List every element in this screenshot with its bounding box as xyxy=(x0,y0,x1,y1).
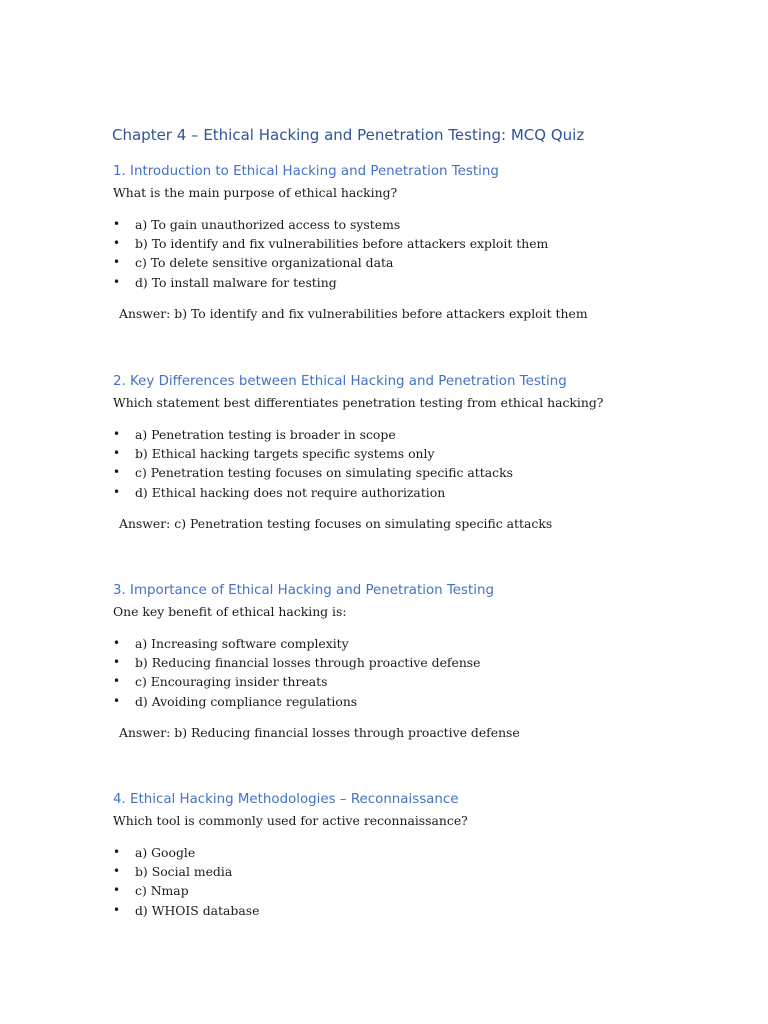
option-text: b) Reducing financial losses through proactive defense xyxy=(135,655,481,671)
option-text: a) Penetration testing is broader in scope xyxy=(135,427,396,442)
bullet-icon: • xyxy=(113,255,121,270)
bullet-icon: • xyxy=(113,845,121,859)
option-text: a) Increasing software complexity xyxy=(135,636,349,651)
option-text: c) Nmap xyxy=(135,883,189,899)
answer-text: Answer: b) To identify and fix vulnerabilities before attackers exploit them xyxy=(119,305,588,321)
question-text: What is the main purpose of ethical hacking? xyxy=(113,185,398,200)
bullet-icon: • xyxy=(113,674,121,689)
question-text: One key benefit of ethical hacking is: xyxy=(113,604,347,619)
bullet-icon: • xyxy=(113,427,121,441)
list-item xyxy=(113,672,733,691)
bullet-icon: • xyxy=(113,465,121,480)
list-item xyxy=(113,881,733,900)
list-item xyxy=(113,463,733,482)
option-text: d) Ethical hacking does not require authorization xyxy=(135,484,446,500)
list-item xyxy=(113,234,733,253)
option-text: c) Penetration testing focuses on simulating specific attacks xyxy=(135,465,513,481)
answer-text: Answer: c) Penetration testing focuses on simulating specific attacks xyxy=(119,515,553,531)
options-list xyxy=(113,843,733,920)
options-list xyxy=(113,425,733,502)
bullet-icon: • xyxy=(113,655,121,670)
list-item xyxy=(113,215,733,234)
list-item xyxy=(113,483,733,502)
bullet-icon: • xyxy=(113,236,121,251)
question-text: Which tool is commonly used for active reconnaissance? xyxy=(113,813,468,828)
list-item xyxy=(113,425,733,444)
bullet-icon: • xyxy=(113,446,121,461)
option-text: d) To install malware for testing xyxy=(135,274,337,290)
list-item xyxy=(113,862,733,881)
options-list xyxy=(113,215,733,292)
section-heading: 3. Importance of Ethical Hacking and Penetration Testing xyxy=(113,583,494,598)
list-item xyxy=(113,444,733,463)
bullet-icon: • xyxy=(113,693,121,708)
list-item xyxy=(113,843,733,862)
list-item xyxy=(113,692,733,711)
section-heading: 4. Ethical Hacking Methodologies – Reconnaissance xyxy=(113,792,459,807)
option-text: a) Google xyxy=(135,845,196,860)
bullet-icon: • xyxy=(113,636,121,650)
option-text: b) To identify and fix vulnerabilities before attackers exploit them xyxy=(135,236,549,252)
list-item xyxy=(113,253,733,272)
option-text: c) Encouraging insider threats xyxy=(135,674,328,690)
bullet-icon: • xyxy=(113,883,121,898)
bullet-icon: • xyxy=(113,902,121,917)
bullet-icon: • xyxy=(113,484,121,499)
quiz-section-2 xyxy=(113,371,733,531)
option-text: a) To gain unauthorized access to systems xyxy=(135,217,401,232)
quiz-section-1 xyxy=(113,161,733,321)
option-text: d) Avoiding compliance regulations xyxy=(135,693,358,709)
section-heading: 2. Key Differences between Ethical Hacking and Penetration Testing xyxy=(113,374,567,389)
question-text: Which statement best differentiates penetration testing from ethical hacking? xyxy=(113,395,604,410)
bullet-icon: • xyxy=(113,864,121,879)
quiz-section-3 xyxy=(113,580,733,740)
quiz-section-4 xyxy=(113,789,733,918)
options-list xyxy=(113,634,733,711)
bullet-icon: • xyxy=(113,217,121,231)
page-title: Chapter 4 – Ethical Hacking and Penetration Testing: MCQ Quiz xyxy=(112,126,585,144)
section-heading: 1. Introduction to Ethical Hacking and Penetration Testing xyxy=(113,164,499,179)
option-text: c) To delete sensitive organizational data xyxy=(135,255,394,271)
answer-text: Answer: b) Reducing financial losses through proactive defense xyxy=(119,724,520,740)
list-item xyxy=(113,901,733,920)
option-text: b) Social media xyxy=(135,864,233,880)
option-text: d) WHOIS database xyxy=(135,902,260,918)
option-text: b) Ethical hacking targets specific systems only xyxy=(135,446,435,462)
bullet-icon: • xyxy=(113,274,121,289)
list-item xyxy=(113,653,733,672)
list-item xyxy=(113,634,733,653)
list-item xyxy=(113,273,733,292)
